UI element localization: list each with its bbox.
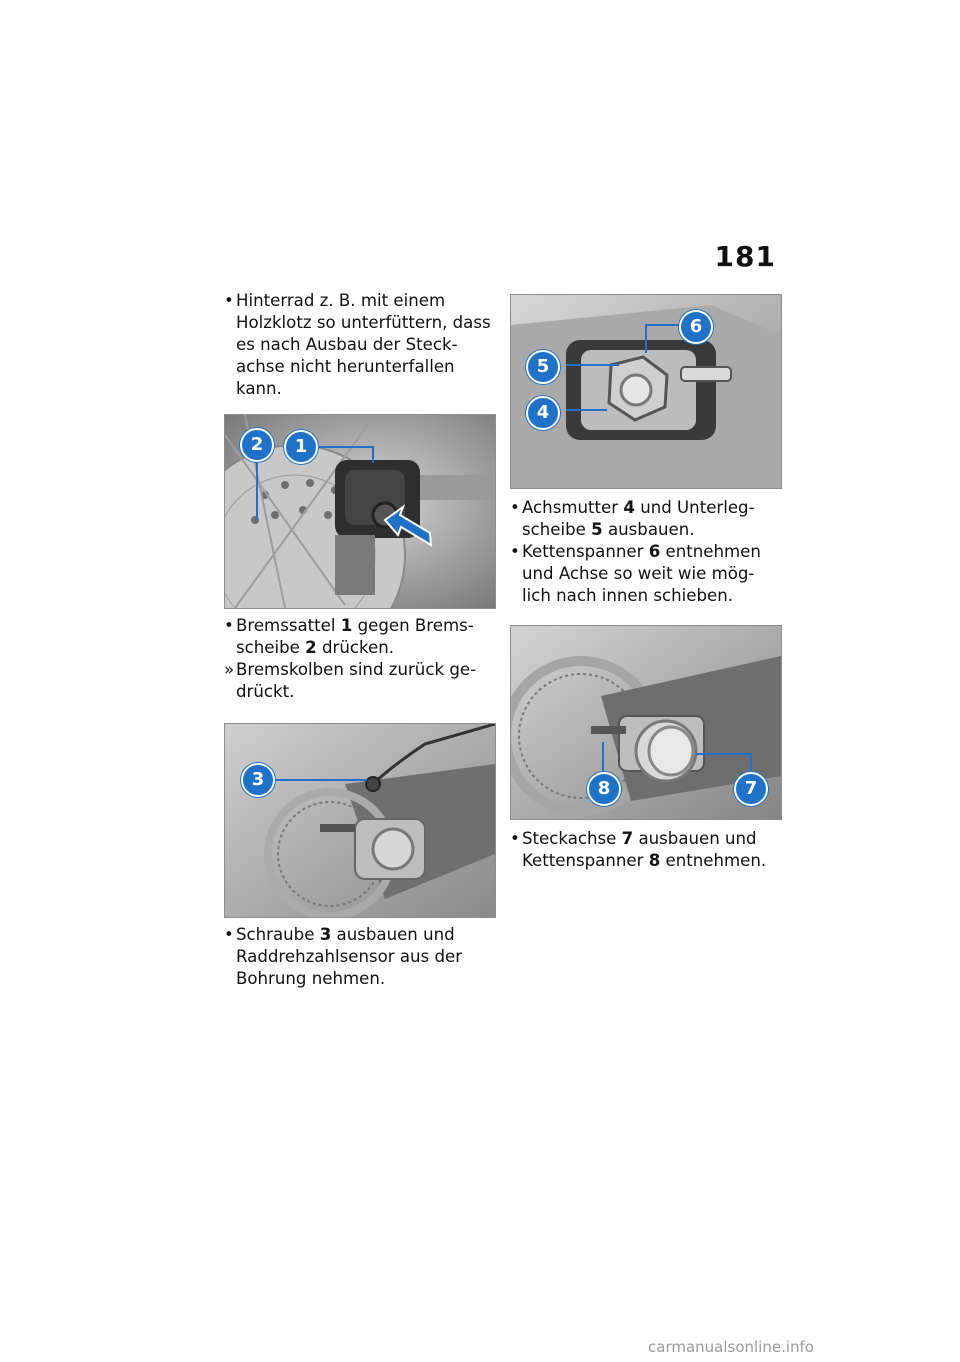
result-text: Bremskolben sind zurück ge- drückt. (236, 660, 477, 701)
photo-brake-caliper (224, 414, 496, 609)
instruction-remove-axle (510, 828, 784, 872)
ref-number: 3 (319, 925, 332, 944)
photo-wheel-speed-sensor (224, 723, 496, 918)
ref-number: 5 (591, 520, 603, 539)
instruction-remove-axle-nut (510, 497, 784, 541)
callout-5: 5 (526, 350, 560, 384)
text-part: ausbauen und Kettenspanner (522, 829, 757, 870)
page-number: 181 (714, 240, 776, 273)
text-part: ausbauen. (607, 520, 695, 539)
result-pistons-pushed (224, 659, 498, 703)
text-part: drücken. (321, 638, 394, 657)
ref-number: 4 (623, 498, 635, 517)
text-part: Kettenspanner (522, 542, 644, 561)
text-part: und Unterleg- scheibe (522, 498, 755, 539)
footer-credit: carmanualsonline.info (648, 1338, 814, 1356)
ref-number: 2 (305, 638, 317, 657)
bullet-marker: • (510, 498, 520, 517)
callout-2: 2 (240, 428, 274, 462)
instruction-press-caliper (224, 615, 498, 659)
bullet-marker: • (224, 616, 234, 635)
bullet-marker: • (510, 542, 520, 561)
instruction-text: Hinterrad z. B. mit einem Holzklotz so unterfüttern, dass es nach Ausbau der Steck- achse nicht herunterfallen kann. (236, 291, 491, 398)
bullet-marker: • (224, 925, 234, 944)
left-column (224, 290, 496, 990)
photo-axle-nut (510, 294, 782, 489)
text-part: Schraube (236, 925, 315, 944)
photo-axle-removal (510, 625, 782, 820)
ref-number: 1 (340, 616, 353, 635)
instruction-remove-screw (224, 924, 498, 990)
text-part: Achsmutter (522, 498, 619, 517)
callout-7: 7 (734, 772, 768, 806)
text-part: ausbauen und Raddrehzahlsensor aus der Bohrung nehmen. (236, 925, 463, 988)
instruction-support-wheel (224, 290, 504, 400)
ref-number: 6 (648, 542, 661, 561)
instruction-remove-tensioner (510, 541, 784, 607)
result-marker: » (224, 660, 235, 679)
right-column (510, 290, 782, 872)
ref-number: 7 (621, 829, 634, 848)
callout-4: 4 (526, 396, 560, 430)
bullet-marker: • (224, 291, 234, 310)
bullet-marker: • (510, 829, 520, 848)
text-part: Steckachse (522, 829, 617, 848)
text-part: entnehmen. (665, 851, 767, 870)
callout-6: 6 (679, 310, 713, 344)
callout-3: 3 (241, 763, 275, 797)
text-part: gegen Brems- scheibe (236, 616, 474, 657)
text-part: entnehmen und Achse so weit wie mög- lich nach innen schieben. (522, 542, 761, 605)
text-part: Bremssattel (236, 616, 336, 635)
callout-1: 1 (284, 430, 318, 464)
callout-8: 8 (587, 772, 621, 806)
ref-number: 8 (648, 851, 661, 870)
